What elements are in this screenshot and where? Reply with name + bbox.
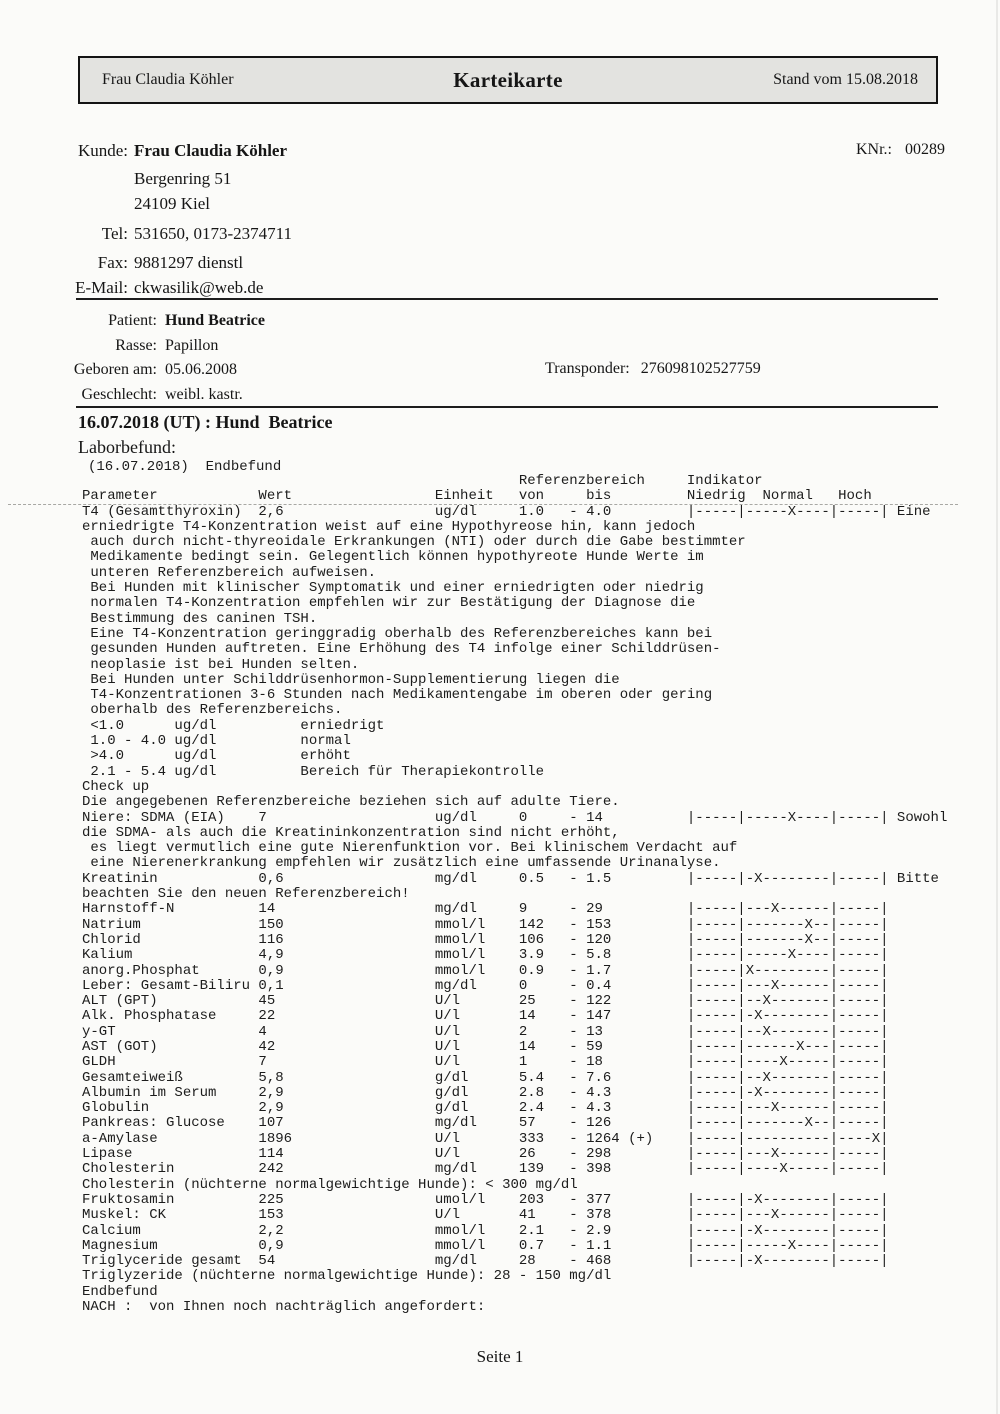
page-number: Seite 1 xyxy=(476,1347,524,1366)
lab-result-row: y-GT 4 U/l 2 - 13 |-----|--X-------|-----| xyxy=(82,1023,889,1040)
lab-result-row: Kalium 4,9 mmol/l 3.9 - 5.8 |-----|-----X----|-----| xyxy=(82,947,889,964)
fax-value: 9881297 dienstl xyxy=(134,253,244,272)
customer-number xyxy=(856,141,945,159)
lab-text-line: unteren Referenzbereich aufweisen. xyxy=(82,564,377,581)
lab-text-line: Bei Hunden unter Schilddrüsenhormon-Supplementierung liegen die xyxy=(82,671,620,688)
laborbefund-title: Laborbefund: xyxy=(78,437,176,457)
lab-text-line: neoplasie ist bei Hunden selten. xyxy=(82,656,360,673)
patient-row-name xyxy=(57,311,265,330)
lab-status-line: (16.07.2018) Endbefund xyxy=(88,459,282,475)
rasse-label: Rasse: xyxy=(115,337,157,354)
knr-label: KNr.: xyxy=(856,141,892,158)
knr-value: 00289 xyxy=(905,141,945,158)
patient-row-rasse xyxy=(57,336,218,355)
lab-text-line: <1.0 ug/dl erniedrigt xyxy=(82,717,385,734)
lab-result-row: GLDH 7 U/l 1 - 18 |-----|----X-----|-----| xyxy=(82,1054,889,1071)
tel-value: 531650, 0173-2374711 xyxy=(134,224,293,243)
header-customer-name: Frau Claudia Köhler xyxy=(102,71,234,88)
header-date-stamp: Stand vom 15.08.2018 xyxy=(773,71,918,88)
lab-text-line: Eine T4-Konzentration geringgradig oberhalb des Referenzbereiches kann bei xyxy=(82,625,713,642)
lab-result-row: Gesamteiweiß 5,8 g/dl 5.4 - 7.6 |-----|--X-------|-----| xyxy=(82,1069,889,1086)
document-header-bar xyxy=(78,56,938,104)
lab-text-line: normalen T4-Konzentration empfehlen wir zur Bestätigung der Diagnose die xyxy=(82,595,696,612)
patient-row-geboren xyxy=(57,360,237,379)
lab-text-line: oberhalb des Referenzbereichs. xyxy=(82,702,343,719)
lab-result-row: Muskel: CK 153 U/l 41 - 378 |-----|---X------|-----| xyxy=(82,1207,889,1224)
lab-text-line: auch durch nicht-thyreoidale Erkrankungen (NTI) oder durch die Gabe bestimmter xyxy=(82,534,746,551)
lab-result-row: Calcium 2,2 mmol/l 2.1 - 2.9 |-----|-X--------|-----| xyxy=(82,1222,889,1239)
rasse-value: Papillon xyxy=(165,337,219,354)
transponder xyxy=(545,360,761,378)
geboren-value: 05.06.2008 xyxy=(165,361,237,378)
lab-text-line: >4.0 ug/dl erhöht xyxy=(82,748,351,765)
patient-row-geschlecht xyxy=(57,385,243,404)
lab-result-row: Kreatinin 0,6 mg/dl 0.5 - 1.5 |-----|-X--------|-----| Bitte xyxy=(82,870,939,887)
lab-text-line: Cholesterin (nüchterne normalgewichtige Hunde): < 300 mg/dl xyxy=(82,1176,578,1193)
lab-text-line: NACH : von Ihnen noch nachträglich angefordert: xyxy=(82,1299,486,1316)
fax-label: Fax: xyxy=(97,253,128,272)
lab-result-row: Chlorid 116 mmol/l 106 - 120 |-----|-------X--|-----| xyxy=(82,931,889,948)
tel-label: Tel: xyxy=(101,224,128,243)
scan-edge-artifact xyxy=(996,0,998,1414)
patient-label: Patient: xyxy=(108,312,157,329)
email-label: E-Mail: xyxy=(75,278,128,297)
customer-row-fax xyxy=(58,253,243,273)
patient-name-value: Hund Beatrice xyxy=(165,312,265,329)
lab-text-line: erniedrigte T4-Konzentration weist auf eine Hypothyreose hin, kann jedoch xyxy=(82,518,696,535)
lab-result-row: Albumin im Serum 2,9 g/dl 2.8 - 4.3 |-----|-X--------|-----| xyxy=(82,1084,889,1101)
transponder-label: Transponder: xyxy=(545,360,630,377)
divider-below-patient xyxy=(76,406,938,408)
street-value: Bergenring 51 xyxy=(134,169,232,188)
city-value: 24109 Kiel xyxy=(134,194,211,213)
lab-text-line: es liegt vermutlich eine gute Nierenfunktion vor. Bei klinischem Verdacht auf xyxy=(82,840,738,857)
transponder-value: 276098102527759 xyxy=(640,360,761,377)
lab-text-line: eine Nierenerkrankung empfehlen wir zusätzlich eine umfassende Urinanalyse. xyxy=(82,855,721,872)
lab-result-row: anorg.Phosphat 0,9 mmol/l 0.9 - 1.7 |-----|X---------|-----| xyxy=(82,962,889,979)
email-value: ckwasilik@web.de xyxy=(134,278,264,297)
lab-result-row: Lipase 114 U/l 26 - 298 |-----|---X------|-----| xyxy=(82,1146,889,1163)
customer-row-city xyxy=(58,194,210,214)
lab-result-row: ALT (GPT) 45 U/l 25 - 122 |-----|--X-------|-----| xyxy=(82,993,889,1010)
geboren-label: Geboren am: xyxy=(73,361,157,378)
lab-text-line: Bestimmung des caninen TSH. xyxy=(82,610,318,627)
lab-text-line: 2.1 - 5.4 ug/dl Bereich für Therapiekontrolle xyxy=(82,763,545,780)
lab-text-line: Check up xyxy=(82,778,150,795)
lab-text-line: Triglyzeride (nüchterne normalgewichtige Hunde): 28 - 150 mg/dl xyxy=(82,1268,612,1285)
kunde-label: Kunde: xyxy=(77,141,128,160)
lab-result-row: Triglyceride gesamt 54 mg/dl 28 - 468 |-----|-X--------|-----| xyxy=(82,1253,889,1270)
divider-above-patient xyxy=(76,298,938,300)
lab-result-row: Leber: Gesamt-Biliru 0,1 mg/dl 0 - 0.4 |-----|---X------|-----| xyxy=(82,977,889,994)
lab-group-header-row: Referenzbereich Indikator xyxy=(82,473,763,489)
lab-result-row: Natrium 150 mmol/l 142 - 153 |-----|-------X--|-----| xyxy=(82,916,889,933)
lab-text-line: 1.0 - 4.0 ug/dl normal xyxy=(82,733,351,750)
lab-result-row: Cholesterin 242 mg/dl 139 - 398 |-----|----X-----|-----| xyxy=(82,1161,889,1178)
lab-result-row: Fruktosamin 225 umol/l 203 - 377 |-----|-X--------|-----| xyxy=(82,1191,889,1208)
visit-heading: 16.07.2018 (UT) : Hund Beatrice xyxy=(78,412,333,432)
geschlecht-value: weibl. kastr. xyxy=(165,386,243,403)
geschlecht-label: Geschlecht: xyxy=(81,386,157,403)
lab-report-block xyxy=(82,474,947,1315)
lab-result-row: Globulin 2,9 g/dl 2.4 - 4.3 |-----|---X------|-----| xyxy=(82,1100,889,1117)
lab-text-line: Endbefund xyxy=(82,1283,158,1300)
lab-text-line: beachten Sie den neuen Referenzbereich! xyxy=(82,886,410,903)
lab-result-row: Alk. Phosphatase 22 U/l 14 - 147 |-----|-X--------|-----| xyxy=(82,1008,889,1025)
lab-result-row: Harnstoff-N 14 mg/dl 9 - 29 |-----|---X------|-----| xyxy=(82,901,889,918)
lab-text-line: die SDMA- als auch die Kreatininkonzentration sind nicht erhöht, xyxy=(82,824,620,841)
lab-column-header-row: Parameter Wert Einheit von bis Niedrig Normal Hoch xyxy=(82,488,872,505)
lab-result-row: Pankreas: Glucose 107 mg/dl 57 - 126 |-----|-------X--|-----| xyxy=(82,1115,889,1132)
lab-result-row: Niere: SDMA (EIA) 7 ug/dl 0 - 14 |-----|-----X----|-----| Sowohl xyxy=(82,809,948,826)
customer-row-email xyxy=(58,278,263,298)
kunde-value: Frau Claudia Köhler xyxy=(134,141,288,160)
customer-row-street xyxy=(58,169,231,189)
customer-row-kunde xyxy=(58,141,287,161)
lab-text-line: Medikamente bedingt sein. Gelegentlich können hypothyreote Hunde Werte im xyxy=(82,549,704,566)
lab-text-line: gesunden Hunden auftreten. Eine Erhöhung des T4 infolge einer Schilddrüsen- xyxy=(82,641,721,658)
lab-result-row: T4 (Gesamtthyroxin) 2,6 ug/dl 1.0 - 4.0 |-----|-----X----|-----| Eine xyxy=(82,503,931,520)
lab-text-line: Bei Hunden mit klinischer Symptomatik und einer erniedrigten oder niedrig xyxy=(82,580,704,597)
lab-text-line: T4-Konzentrationen 3-6 Stunden nach Medikamentengabe im oberen oder gering xyxy=(82,687,713,704)
customer-row-tel xyxy=(58,224,292,244)
lab-result-row: AST (GOT) 42 U/l 14 - 59 |-----|------X---|-----| xyxy=(82,1038,889,1055)
lab-result-row: Magnesium 0,9 mmol/l 0.7 - 1.1 |-----|-----X----|-----| xyxy=(82,1237,889,1254)
lab-text-line: Die angegebenen Referenzbereiche beziehen sich auf adulte Tiere. xyxy=(82,794,620,811)
lab-result-row: a-Amylase 1896 U/l 333 - 1264 (+) |-----|----------|----X| xyxy=(82,1130,889,1147)
document-title: Karteikarte xyxy=(453,67,563,92)
